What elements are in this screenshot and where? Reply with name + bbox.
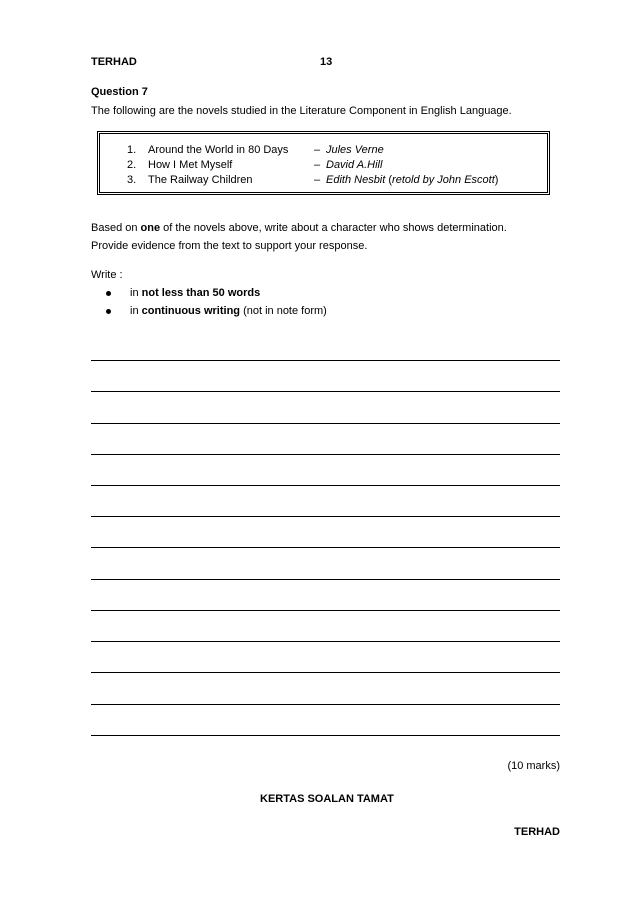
task-text: Based on (91, 222, 141, 234)
novel-item (127, 174, 547, 189)
novel-author: David A.Hill (326, 159, 383, 171)
answer-line[interactable] (91, 704, 560, 705)
question-intro: The following are the novels studied in the Literature Component in English Language. (91, 105, 512, 117)
header-classification: TERHAD (91, 56, 137, 68)
novel-author-name: Edith Nesbit (326, 174, 386, 186)
answer-line[interactable] (91, 454, 560, 455)
novel-title: How I Met Myself (148, 159, 233, 171)
novel-number: 1. (127, 144, 137, 156)
answer-line[interactable] (91, 485, 560, 486)
novel-list-box (97, 131, 550, 195)
novel-title: Around the World in 80 Days (148, 144, 289, 156)
answer-line[interactable] (91, 547, 560, 548)
task-instruction-2: Provide evidence from the text to support your response. (91, 240, 368, 252)
bullet-text: in continuous writing (not in note form) (130, 305, 327, 317)
bullet-text: in not less than 50 words (130, 287, 261, 299)
footer-classification: TERHAD (514, 826, 560, 838)
answer-line[interactable] (91, 391, 560, 392)
marks-label: (10 marks) (507, 760, 560, 772)
novel-author (326, 174, 498, 186)
answer-line[interactable] (91, 672, 560, 673)
answer-line[interactable] (91, 516, 560, 517)
task-emphasis: one (140, 222, 161, 234)
novel-note-open: ( (385, 174, 393, 186)
novel-title: The Railway Children (148, 174, 253, 186)
novel-item (127, 159, 547, 174)
answer-line[interactable] (91, 579, 560, 580)
novel-number: 3. (127, 174, 137, 186)
novel-dash: – (314, 159, 321, 171)
novel-item (127, 144, 547, 159)
bullet-icon (106, 309, 111, 314)
answer-line[interactable] (91, 360, 560, 361)
write-label: Write : (91, 269, 123, 281)
task-text: of the novels above, write about a character who shows determination. (160, 222, 507, 234)
end-of-paper-text: KERTAS SOALAN TAMAT (260, 793, 394, 805)
answer-line[interactable] (91, 641, 560, 642)
task-instruction (91, 222, 507, 234)
page-number: 13 (320, 56, 333, 68)
novel-note-close: ) (494, 174, 499, 186)
novel-note: retold by John Escott (392, 174, 495, 186)
novel-author: Jules Verne (326, 144, 384, 156)
novel-dash: – (314, 144, 321, 156)
answer-line[interactable] (91, 610, 560, 611)
novel-dash: – (314, 174, 321, 186)
answer-line[interactable] (91, 735, 560, 736)
novel-number: 2. (127, 159, 137, 171)
answer-line[interactable] (91, 423, 560, 424)
bullet-icon (106, 291, 111, 296)
question-title: Question 7 (91, 86, 148, 98)
